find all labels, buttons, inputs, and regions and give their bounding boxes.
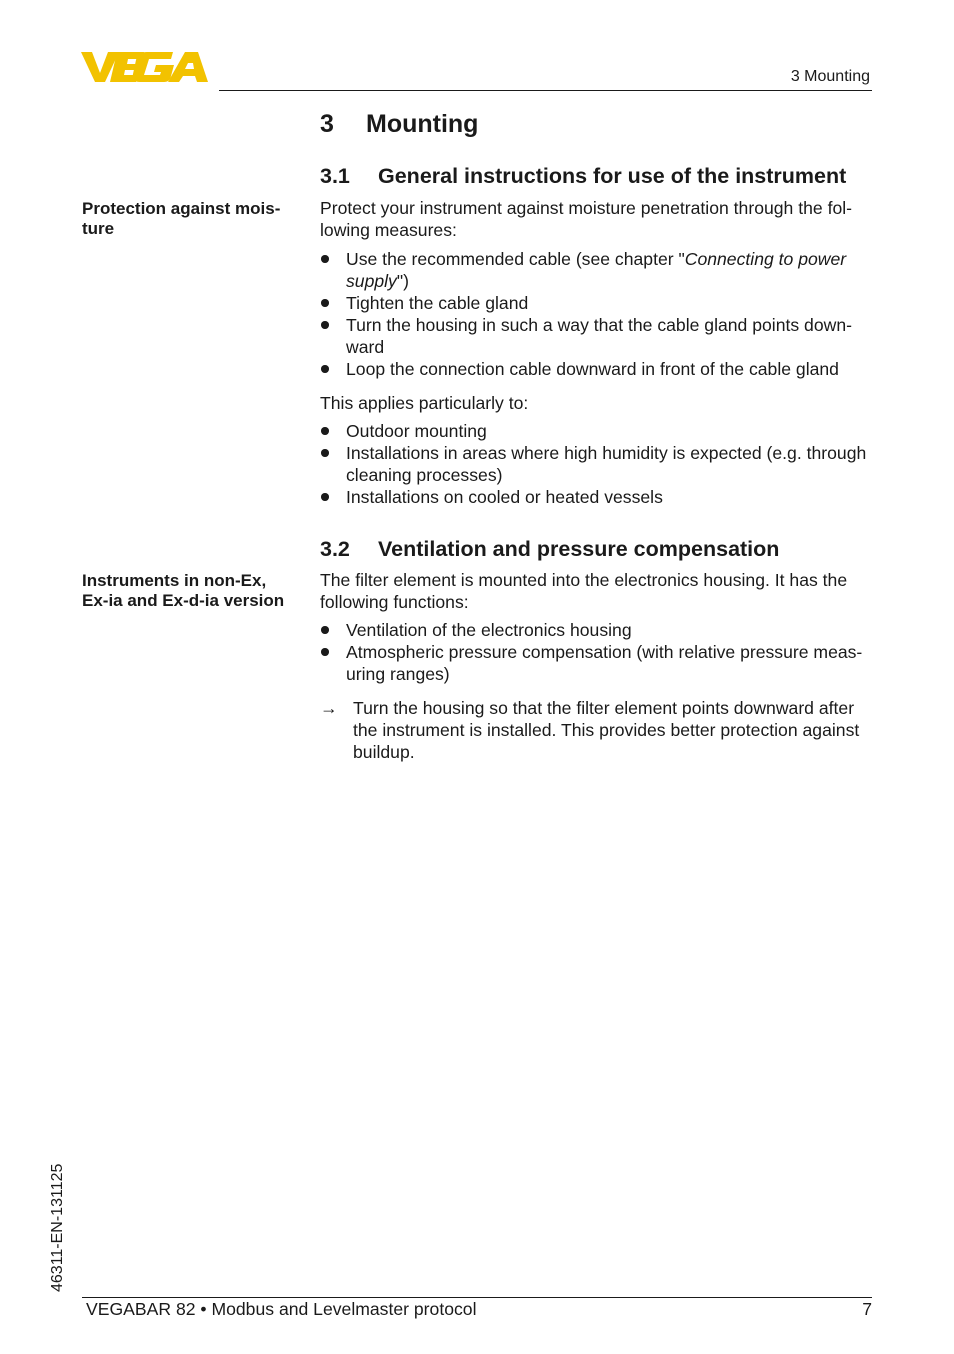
- list-item: Turn the housing in such a way that the cable gland points down- ward: [320, 314, 878, 358]
- section-heading-3-2: [320, 537, 779, 562]
- section-title: General instructions for use of the instrument: [378, 164, 847, 188]
- list-item: Outdoor mounting: [320, 420, 878, 442]
- section-number: 3.2: [320, 537, 350, 561]
- header-rule: [219, 90, 872, 91]
- chapter-title: Mounting: [366, 110, 479, 138]
- list-item: Installations in areas where high humidity is expected (e.g. through cleaning processes): [320, 442, 878, 486]
- functions-list: [320, 619, 878, 685]
- margin-label-moisture: Protection against mois- ture: [82, 199, 281, 238]
- bullet-text-prefix: Use the recommended cable (see chapter ": [346, 249, 685, 269]
- vega-logo-graphic: [81, 50, 213, 84]
- footer-rule: [82, 1297, 872, 1298]
- instruction-text: Turn the housing so that the filter element points downward after the instrument is installed. This provides better protection against buildup.: [353, 698, 860, 762]
- intro-paragraph: Protect your instrument against moisture penetration through the fol- lowing measures:: [320, 198, 853, 240]
- list-item: [320, 248, 878, 292]
- list-item: Loop the connection cable downward in front of the cable gland: [320, 358, 878, 380]
- chapter-number: 3: [320, 110, 334, 138]
- section-title: Ventilation and pressure compensation: [378, 537, 780, 561]
- list-item: Installations on cooled or heated vessels: [320, 486, 878, 508]
- section-body-3-1: [320, 197, 878, 508]
- section-number: 3.1: [320, 164, 350, 188]
- page-number: 7: [862, 1299, 872, 1319]
- chapter-reference: Connecting to power supply: [346, 249, 847, 291]
- intro-paragraph: The filter element is mounted into the electronics housing. It has the following functions:: [320, 570, 848, 612]
- applies-list: [320, 420, 878, 508]
- margin-label-versions: Instruments in non-Ex, Ex-ia and Ex-d-ia version: [82, 571, 285, 610]
- list-item: Atmospheric pressure compensation (with relative pressure meas- uring ranges): [320, 641, 878, 685]
- section-body-3-2: [320, 569, 878, 763]
- list-item: Tighten the cable gland: [320, 292, 878, 314]
- footer-product: VEGABAR 82 • Modbus and Levelmaster protocol: [86, 1299, 477, 1319]
- vega-logo: [81, 50, 213, 84]
- list-item: Ventilation of the electronics housing: [320, 619, 878, 641]
- running-header: 3 Mounting: [790, 68, 870, 85]
- section-heading-3-1: [320, 164, 846, 189]
- chapter-heading: [320, 110, 478, 139]
- document-id: 46311-EN-131125: [49, 1163, 66, 1292]
- instruction-step: [320, 697, 878, 763]
- measures-list: [320, 248, 878, 380]
- bullet-text-suffix: "): [396, 271, 409, 291]
- applies-paragraph: This applies particularly to:: [320, 393, 529, 413]
- arrow-icon: →: [320, 698, 338, 718]
